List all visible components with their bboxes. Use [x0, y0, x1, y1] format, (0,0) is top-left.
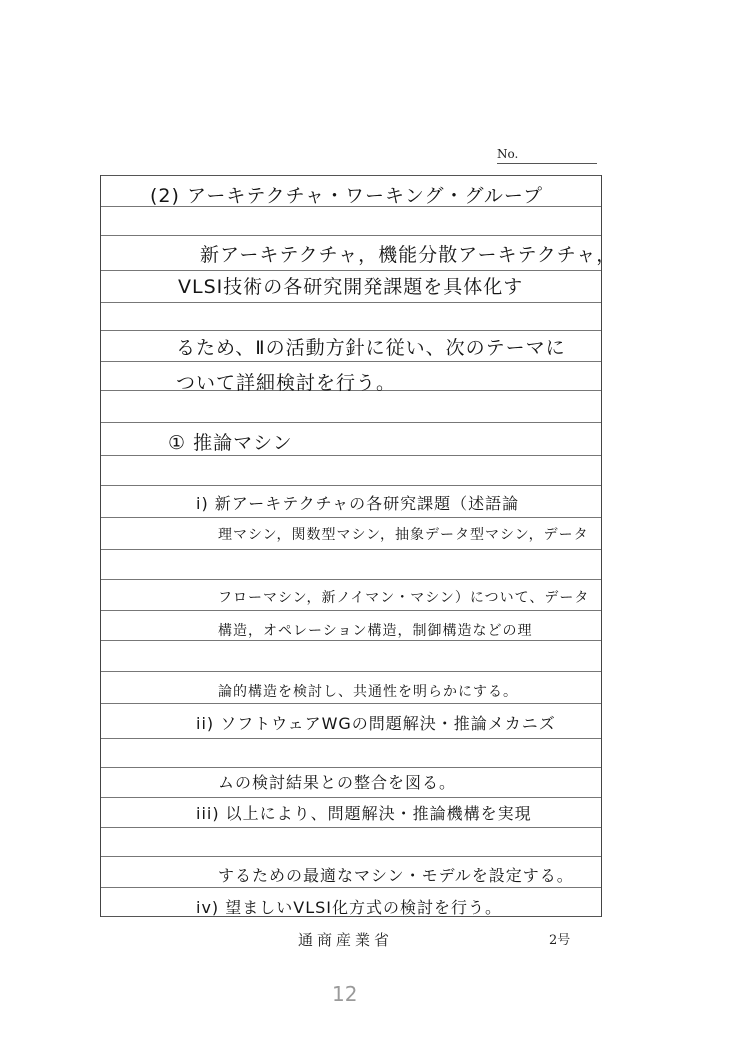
list-item-line: iii) 以上により、問題解決・推論機構を実現 [196, 804, 532, 823]
rule-line [101, 517, 601, 518]
paragraph-line: るため、Ⅱの活動方針に従い、次のテーマに [176, 337, 566, 359]
rule-line [101, 549, 601, 550]
form-number: 2号 [549, 933, 571, 948]
rule-line [101, 235, 601, 236]
list-item-line: するための最適なマシン・モデルを設定する。 [218, 866, 574, 885]
rule-line [101, 827, 601, 828]
list-item-line: 構造，オペレーション構造，制御構造などの理 [218, 623, 533, 639]
list-item-line: 論的構造を検討し、共通性を明らかにする。 [218, 684, 518, 700]
list-item-line: ii) ソフトウェアWGの問題解決・推論メカニズ [196, 714, 556, 733]
rule-line [101, 767, 601, 768]
rule-line [101, 361, 601, 362]
rule-line [101, 738, 601, 739]
list-item-line: 理マシン，関数型マシン，抽象データ型マシン，データ [218, 527, 589, 543]
list-item-line: ムの検討結果との整合を図る。 [218, 773, 457, 792]
rule-line [101, 485, 601, 486]
subsection-title: ① 推論マシン [168, 432, 293, 454]
page-number: 12 [332, 982, 358, 1006]
rule-line [101, 455, 601, 456]
rule-line [101, 330, 601, 331]
rule-line [101, 671, 601, 672]
section-title: (2) アーキテクチャ・ワーキング・グループ [150, 185, 543, 207]
paragraph-line: VLSI技術の各研究開発課題を具体化す [178, 276, 524, 298]
rule-line [101, 302, 601, 303]
rule-line [101, 887, 601, 888]
rule-line [101, 856, 601, 857]
rule-line [101, 270, 601, 271]
rule-line [101, 797, 601, 798]
list-item-line: i) 新アーキテクチャの各研究課題（述語論 [196, 494, 520, 513]
rule-line [101, 640, 601, 641]
number-field-line [497, 163, 597, 164]
rule-line [101, 579, 601, 580]
rule-line [101, 175, 601, 176]
rule-line [101, 703, 601, 704]
rule-line [101, 610, 601, 611]
ministry-name: 通商産業省 [298, 931, 394, 949]
list-item-line: iv) 望ましいVLSI化方式の検討を行う。 [196, 898, 502, 917]
paragraph-line: 新アーキテクチャ，機能分散アーキテクチャ， [200, 244, 617, 266]
number-label: No. [497, 147, 519, 161]
list-item-line: フローマシン，新ノイマン・マシン）について、データ [218, 590, 590, 606]
rule-line [101, 422, 601, 423]
paragraph-line: ついて詳細検討を行う。 [176, 372, 397, 394]
